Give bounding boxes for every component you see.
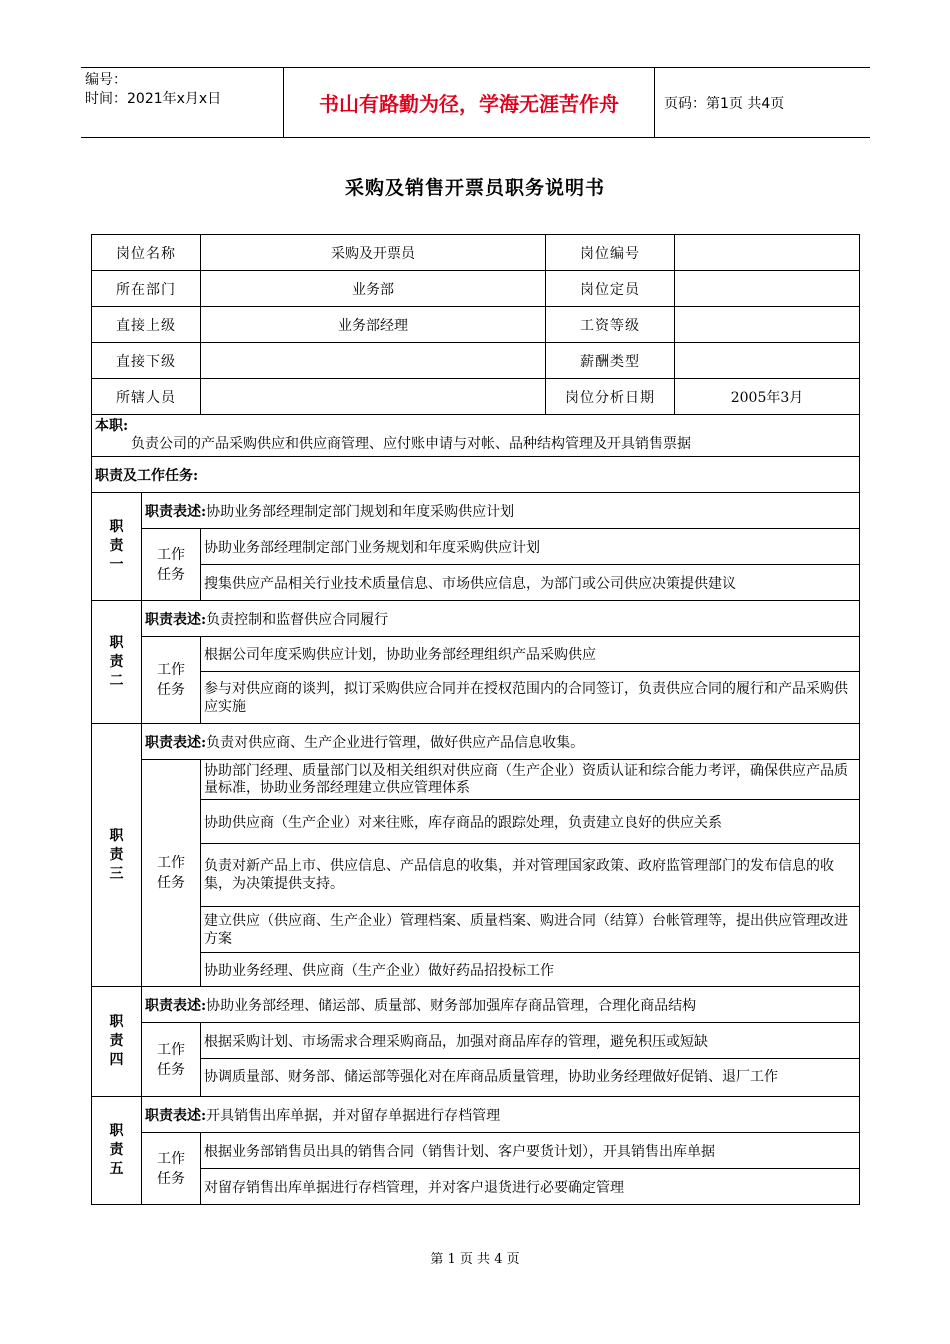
task-label-text: 工作任务 <box>157 855 185 891</box>
task-row <box>92 953 860 987</box>
duty-row <box>92 987 860 1023</box>
task-row <box>92 672 860 724</box>
dept-label: 所在部门 <box>92 271 201 307</box>
task-row <box>92 565 860 601</box>
duty-desc: 负责控制和监督供应合同履行 <box>206 611 389 628</box>
superior-value: 业务部经理 <box>201 307 546 343</box>
desc-label: 职责表述: <box>145 611 207 628</box>
task-row <box>92 1133 860 1169</box>
task-row <box>92 1059 860 1097</box>
duty-row <box>92 1097 860 1133</box>
pay-type-value <box>675 343 860 379</box>
duty-name <box>92 724 142 987</box>
task-label <box>142 529 201 601</box>
task-item: 搜集供应产品相关行业技术质量信息、市场供应信息，为部门或公司供应决策提供建议 <box>201 565 860 601</box>
managed-value <box>201 379 546 415</box>
task-row <box>92 800 860 844</box>
motto: 书山有路勤为径，学海无涯苦作舟 <box>283 68 655 137</box>
document-title: 采购及销售开票员职务说明书 <box>344 177 605 199</box>
number-label: 编号： <box>85 72 127 88</box>
duty-name <box>92 987 142 1097</box>
duty-name-text: 职责四 <box>109 1014 124 1068</box>
task-item: 参与对供应商的谈判，拟订采购供应合同并在授权范围内的合同签订，负责供应合同的履行和产品采购供应实施 <box>201 672 860 724</box>
task-label-text: 工作任务 <box>157 546 185 583</box>
job-name-value: 采购及开票员 <box>201 235 546 271</box>
duty-desc: 负责对供应商、生产企业进行管理，做好供应产品信息收集。 <box>206 734 585 751</box>
task-item: 建立供应（供应商、生产企业）管理档案、质量档案、购进合同（结算）台帐管理等，提出供应管理改进方案 <box>201 907 860 953</box>
desc-label: 职责表述: <box>145 997 207 1014</box>
subordinate-label: 直接下级 <box>92 343 201 379</box>
task-row <box>92 1169 860 1205</box>
managed-label: 所辖人员 <box>92 379 201 415</box>
duty-desc: 开具销售出库单据，并对留存单据进行存档管理 <box>206 1107 501 1124</box>
task-label <box>142 1023 201 1097</box>
task-label-text: 工作任务 <box>157 662 185 698</box>
task-label <box>142 1133 201 1205</box>
task-row <box>92 760 860 800</box>
info-row <box>92 379 860 415</box>
summary-row <box>92 415 860 457</box>
task-label-text: 工作任务 <box>157 1041 185 1078</box>
desc-label: 职责表述: <box>145 503 207 520</box>
dept-value: 业务部 <box>201 271 546 307</box>
duty-name-text: 职责五 <box>109 1123 124 1177</box>
task-label <box>142 760 201 987</box>
page-header <box>81 67 870 138</box>
duty-name-text: 职责一 <box>109 519 124 573</box>
duty-desc: 协助业务部经理制定部门规划和年度采购供应计划 <box>206 503 515 520</box>
task-row <box>92 637 860 672</box>
duties-heading: 职责及工作任务: <box>92 457 860 493</box>
job-code-label: 岗位编号 <box>546 235 675 271</box>
task-label-text: 工作任务 <box>157 1150 185 1187</box>
duty-desc: 协助业务部经理、储运部、质量部、财务部加强库存商品管理，合理化商品结构 <box>206 997 697 1014</box>
info-row <box>92 307 860 343</box>
salary-grade-value <box>675 307 860 343</box>
task-item: 负责对新产品上市、供应信息、产品信息的收集，并对管理国家政策、政府监管理部门的发布信息的收集，为决策提供支持。 <box>201 844 860 907</box>
job-name-label: 岗位名称 <box>92 235 201 271</box>
task-row <box>92 529 860 565</box>
duty-name-text: 职责三 <box>109 827 124 882</box>
info-row <box>92 271 860 307</box>
duty-row <box>92 724 860 760</box>
task-row <box>92 844 860 907</box>
duty-name-text: 职责二 <box>109 634 124 689</box>
duty-name <box>92 493 142 601</box>
task-item: 协助部门经理、质量部门以及相关组织对供应商（生产企业）资质认证和综合能力考评，确保供应产品质量标准，协助业务部经理建立供应管理体系 <box>201 760 860 800</box>
summary-label: 本职: <box>95 418 129 434</box>
task-row <box>92 907 860 953</box>
desc-label: 职责表述: <box>145 1107 207 1124</box>
job-code-value <box>675 235 860 271</box>
superior-label: 直接上级 <box>92 307 201 343</box>
desc-label: 职责表述: <box>145 734 207 751</box>
page-footer: 第 1 页 共 4 页 <box>430 1252 520 1267</box>
time-label: 时间：2021年x月x日 <box>85 91 222 107</box>
task-item: 协助供应商（生产企业）对来往账，库存商品的跟踪处理，负责建立良好的供应关系 <box>201 800 860 844</box>
task-item: 协助业务经理、供应商（生产企业）做好药品招投标工作 <box>201 953 860 987</box>
duty-name <box>92 1097 142 1205</box>
pay-type-label: 薪酬类型 <box>546 343 675 379</box>
task-item: 协助业务部经理制定部门业务规划和年度采购供应计划 <box>201 529 860 565</box>
salary-grade-label: 工资等级 <box>546 307 675 343</box>
task-item: 协调质量部、财务部、储运部等强化对在库商品质量管理，协助业务经理做好促销、退厂工作 <box>201 1059 860 1097</box>
task-item: 对留存销售出库单据进行存档管理，并对客户退货进行必要确定管理 <box>201 1169 860 1205</box>
analysis-date-value: 2005年3月 <box>675 379 860 415</box>
staffing-label: 岗位定员 <box>546 271 675 307</box>
task-item: 根据公司年度采购供应计划，协助业务部经理组织产品采购供应 <box>201 637 860 672</box>
job-description-table <box>91 234 860 1205</box>
duty-row <box>92 601 860 637</box>
subordinate-value <box>201 343 546 379</box>
task-item: 根据业务部销售员出具的销售合同（销售计划、客户要货计划），开具销售出库单据 <box>201 1133 860 1169</box>
duty-row <box>92 493 860 529</box>
page-info: 页码：第1页 共4页 <box>664 95 785 112</box>
duties-heading-row <box>92 457 860 493</box>
staffing-value <box>675 271 860 307</box>
header-left <box>81 68 283 137</box>
info-row <box>92 343 860 379</box>
duty-name <box>92 601 142 724</box>
task-item: 根据采购计划、市场需求合理采购商品，加强对商品库存的管理，避免积压或短缺 <box>201 1023 860 1059</box>
analysis-date-label: 岗位分析日期 <box>546 379 675 415</box>
info-row <box>92 235 860 271</box>
task-label <box>142 637 201 724</box>
task-row <box>92 1023 860 1059</box>
summary-text: 负责公司的产品采购供应和供应商管理、应付账申请与对帐、品种结构管理及开具销售票据 <box>131 436 691 452</box>
